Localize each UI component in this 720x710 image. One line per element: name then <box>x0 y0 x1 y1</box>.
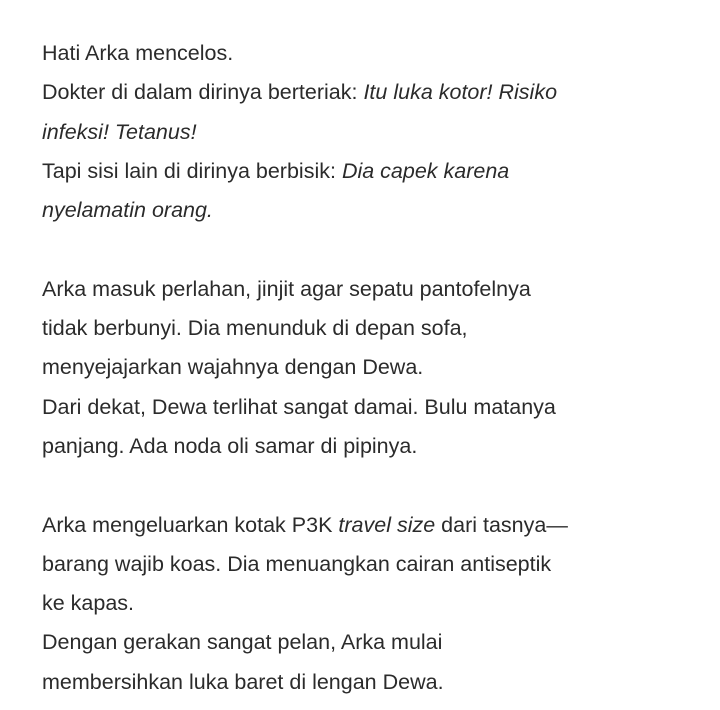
italic-thought: infeksi! Tetanus! <box>42 119 197 144</box>
paragraph-1 <box>42 34 682 230</box>
text-line <box>42 191 682 230</box>
text-line: panjang. Ada noda oli samar di pipinya. <box>42 433 418 458</box>
text-span: dari tasnya— <box>435 512 568 537</box>
text-line: membersihkan luka baret di lengan Dewa. <box>42 669 444 694</box>
text-span: Tapi sisi lain di dirinya berbisik: <box>42 158 342 183</box>
text-line: Dengan gerakan sangat pelan, Arka mulai <box>42 630 443 655</box>
text-line: Hati Arka mencelos. <box>42 41 234 65</box>
story-text <box>42 34 682 702</box>
text-line: ke kapas. <box>42 591 135 616</box>
text-line <box>42 506 682 545</box>
italic-thought: Itu luka kotor! Risiko <box>363 80 558 105</box>
paragraph-gap <box>42 466 682 505</box>
italic-thought: nyelamatin orang. <box>42 198 213 223</box>
paragraph-2 <box>42 270 682 466</box>
text-span: Arka mengeluarkan kotak P3K <box>42 512 339 537</box>
italic-thought: Dia capek karena <box>341 158 510 183</box>
text-line: menyejajarkan wajahnya dengan Dewa. <box>42 355 424 380</box>
text-line: barang wajib koas. Dia menuangkan cairan antiseptik <box>42 551 552 576</box>
text-line: Dari dekat, Dewa terlihat sangat damai. Bulu matanya <box>42 394 556 419</box>
text-span: Dokter di dalam dirinya berteriak: <box>42 80 364 105</box>
text-line: tidak berbunyi. Dia menunduk di depan sofa, <box>42 316 468 341</box>
text-line: Arka masuk perlahan, jinjit agar sepatu pantofelnya <box>42 276 531 301</box>
paragraph-3 <box>42 506 682 702</box>
text-line <box>42 73 682 112</box>
paragraph-gap <box>42 230 682 269</box>
text-line <box>42 113 682 152</box>
text-line <box>42 152 682 191</box>
italic-term: travel size <box>338 512 436 537</box>
